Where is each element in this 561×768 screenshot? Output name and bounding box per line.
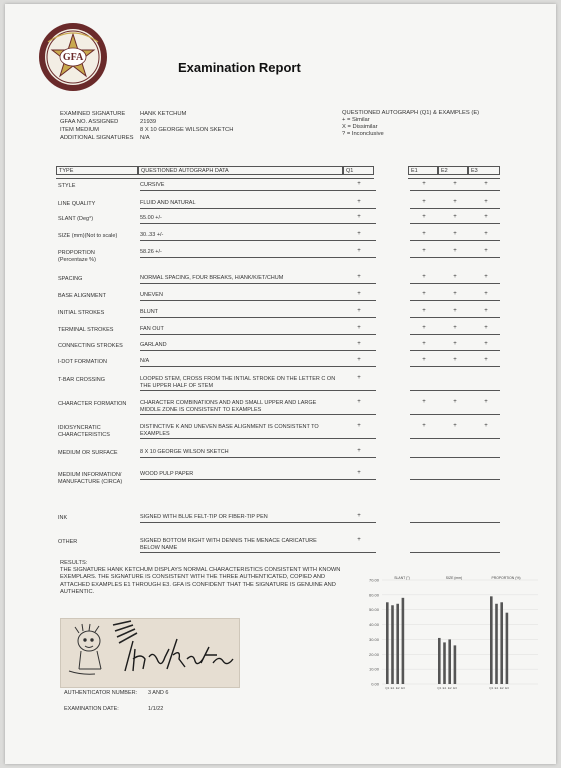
chart-ytick-label: 30.00	[368, 636, 379, 642]
e2-header: E2	[438, 166, 468, 175]
e1-header: E1	[408, 166, 438, 175]
example-mark: +	[453, 231, 457, 237]
criterion-rule	[140, 438, 376, 439]
criterion-label	[58, 377, 105, 384]
info-value: N/A	[140, 135, 150, 141]
criterion-value-line: N/A	[140, 358, 150, 364]
example-mark: +	[484, 274, 488, 280]
criterion-label	[58, 216, 93, 223]
example-mark: +	[453, 308, 457, 314]
criterion-value-line: BLUNT	[140, 309, 159, 315]
example-mark: +	[484, 291, 488, 297]
signature-exemplar-image	[60, 618, 240, 688]
criterion-rule	[140, 283, 376, 284]
example-rule	[410, 366, 500, 367]
criterion-label-line: BASE ALIGNMENT	[58, 293, 106, 299]
legend-line: + = Similar	[342, 117, 370, 123]
info-row	[60, 126, 233, 134]
criterion-value-line: 8 X 10 GEORGE WILSON SKETCH	[140, 449, 229, 455]
example-mark: +	[422, 341, 426, 347]
chart-category-label: Q1	[489, 686, 494, 690]
example-mark: +	[453, 181, 457, 187]
chart-bar	[454, 645, 457, 684]
info-label: ADDITIONAL SIGNATURES	[60, 135, 134, 141]
criterion-label	[58, 201, 95, 208]
example-mark: +	[484, 181, 488, 187]
header-rule	[56, 178, 374, 179]
example-rule	[410, 257, 500, 258]
results-line: AUTHENTIC.	[60, 588, 95, 595]
q1-header: Q1	[343, 166, 374, 175]
example-rule	[410, 438, 500, 439]
q1-mark: +	[357, 181, 361, 187]
example-rule	[410, 390, 500, 391]
criterion-value	[140, 538, 360, 551]
example-rule	[410, 334, 500, 335]
seal-lettering: GFA	[62, 52, 84, 63]
chart-ytick-label: 10.00	[368, 666, 379, 672]
criterion-label-line: MEDIUM INFORMATION/	[58, 472, 122, 478]
criterion-value	[140, 376, 360, 389]
example-mark: +	[484, 308, 488, 314]
criterion-label-line: OTHER	[58, 539, 78, 545]
results-line: EXEMPLARS. THE SIGNATURE IS CONSISTENT WITH THE THREE AUTHENTICATED, COPIED AND	[60, 574, 326, 581]
example-mark: +	[453, 291, 457, 297]
example-mark: +	[453, 274, 457, 280]
data-header: QUESTIONED AUTOGRAPH DATA	[138, 166, 343, 175]
criterion-value-line: 30..33 +/-	[140, 232, 164, 238]
criterion-label-line: SIZE (mm)(Not to scale)	[58, 233, 118, 239]
example-rule	[410, 317, 500, 318]
example-rule	[410, 240, 500, 241]
info-block	[60, 110, 233, 142]
example-rule	[410, 223, 500, 224]
criterion-value-line: BELOW NAME	[140, 544, 178, 551]
criterion-label	[58, 293, 106, 300]
example-rule	[410, 522, 500, 523]
criterion-label	[58, 515, 67, 522]
results-line: THE SIGNATURE HANK KETCHUM DISPLAYS NORMAL CHARACTERISTICS CONSISTENT WITH KNOWN	[60, 567, 341, 574]
criterion-rule	[140, 317, 376, 318]
example-mark: +	[453, 325, 457, 331]
example-mark: +	[453, 341, 457, 347]
criterion-label-line: CHARACTERISTICS	[58, 431, 110, 438]
chart-category-label: E1	[390, 686, 395, 690]
criterion-value	[140, 200, 360, 207]
criterion-value-line: CURSIVE	[140, 182, 165, 188]
criterion-rule	[140, 479, 376, 480]
example-rule	[410, 479, 500, 480]
date-label: EXAMINATION DATE:	[64, 706, 119, 712]
example-mark: +	[422, 248, 426, 254]
example-rule	[410, 457, 500, 458]
q1-mark: +	[357, 537, 361, 543]
criterion-value-line: EXAMPLES	[140, 430, 170, 437]
example-mark: +	[453, 423, 457, 429]
example-mark: +	[422, 357, 426, 363]
criterion-rule	[140, 300, 376, 301]
chart-bar	[506, 613, 509, 684]
chart-group-title: SLANT (°)	[394, 576, 410, 580]
criterion-value	[140, 215, 360, 222]
criterion-label-line: INK	[58, 515, 68, 521]
chart-group-title: SIZE (mm)	[445, 576, 463, 580]
criterion-label	[58, 233, 117, 240]
date-value: 1/1/22	[148, 706, 164, 712]
criterion-label	[58, 183, 75, 190]
q1-mark: +	[357, 513, 361, 519]
chart-bar	[495, 604, 498, 684]
example-mark: +	[484, 423, 488, 429]
auth-value: 3 AND 6	[148, 690, 169, 696]
criterion-value	[140, 249, 360, 256]
example-mark: +	[422, 199, 426, 205]
criterion-value	[140, 232, 360, 239]
example-mark: +	[484, 199, 488, 205]
criterion-value-line: LOOPED STEM, CROSS FROM THE INTIAL STROKE ON THE LETTER C ON	[140, 376, 336, 382]
criterion-value-line: GARLAND	[140, 342, 167, 348]
criterion-value-line: SIGNED BOTTOM RIGHT WITH DENNIS THE MENACE CARICATURE	[140, 538, 317, 544]
criterion-label-line: SLANT (Deg°)	[58, 216, 94, 222]
example-mark: +	[453, 248, 457, 254]
criterion-label-line: CONNECTING STROKES	[58, 343, 123, 349]
criterion-value	[140, 292, 360, 299]
example-mark: +	[422, 214, 426, 220]
criterion-rule	[140, 240, 376, 241]
criterion-label-line: CHARACTER FORMATION	[58, 401, 127, 407]
criterion-label	[58, 327, 113, 334]
e3-header: E3	[468, 166, 500, 175]
criterion-rule	[140, 208, 376, 209]
type-header: TYPE	[56, 166, 138, 175]
legend-heading: QUESTIONED AUTOGRAPH (Q1) & EXAMPLES (E)	[342, 110, 480, 116]
chart-ytick-label: 60.00	[368, 592, 379, 598]
legend-line: ? = Inconclusive	[342, 131, 384, 137]
criterion-value	[140, 471, 360, 478]
criterion-label	[58, 472, 122, 485]
q1-mark: +	[357, 470, 361, 476]
example-rule	[410, 300, 500, 301]
criterion-value-line: FLUID AND NATURAL	[140, 200, 196, 206]
chart-category-label: E3	[505, 686, 509, 690]
criterion-value-line: FAN OUT	[140, 326, 164, 332]
info-row	[60, 134, 233, 142]
example-mark: +	[422, 274, 426, 280]
criterion-value	[140, 400, 360, 413]
criterion-value-line: DISTINCTIVE K AND UNEVEN BASE ALIGNMENT IS CONSISTENT TO	[140, 424, 319, 430]
criterion-value-line: 55.00 +/-	[140, 215, 162, 221]
criterion-value-line: CHARACTER COMBINATIONS AND AND SMALL UPPER AND LARGE	[140, 400, 317, 406]
criterion-rule	[140, 257, 376, 258]
criterion-value-line: SIGNED WITH BLUE FELT-TIP OR FIBER-TIP PEN	[140, 514, 268, 520]
chart-ytick-label: 0.00	[371, 681, 379, 687]
example-mark: +	[484, 341, 488, 347]
info-value: 21939	[140, 119, 157, 125]
q1-mark: +	[357, 308, 361, 314]
criterion-label-line: PROPORTION	[58, 250, 95, 256]
q1-mark: +	[357, 357, 361, 363]
q1-mark: +	[357, 291, 361, 297]
info-label: GFAA NO. ASSIGNED	[60, 119, 119, 125]
info-label: ITEM MEDIUM	[60, 127, 99, 133]
criterion-label	[58, 276, 82, 283]
chart-bar	[500, 602, 503, 684]
chart-ytick-label: 50.00	[368, 607, 379, 613]
q1-mark: +	[357, 231, 361, 237]
criterion-rule	[140, 522, 376, 523]
criterion-label-line: LINE QUALITY	[58, 201, 96, 207]
chart-bar	[402, 598, 405, 684]
auth-label: AUTHENTICATOR NUMBER:	[64, 690, 138, 696]
criterion-value-line: 58.26 +/-	[140, 249, 162, 255]
criterion-label	[58, 539, 77, 546]
criterion-value	[140, 424, 360, 437]
criterion-label-line: IDIOSYNCRATIC	[58, 425, 101, 431]
example-mark: +	[422, 399, 426, 405]
example-mark: +	[484, 399, 488, 405]
criterion-value	[140, 449, 360, 456]
chart-category-label: E2	[447, 686, 452, 690]
q1-mark: +	[357, 399, 361, 405]
criterion-value-line: NORMAL SPACING, FOUR BREAKS, H/ANK/K/ET/CHUM	[140, 275, 284, 281]
criterion-value-line: WOOD PULP PAPER	[140, 471, 194, 477]
example-mark: +	[484, 214, 488, 220]
results-line: ATTACHED EXAMPLES E1 THROUGH E3. GFA IS CONFIDENT THAT THE SIGNATURE IS GENUINE AND	[60, 581, 336, 588]
info-row	[60, 110, 233, 118]
criterion-rule	[140, 334, 376, 335]
results-block	[60, 560, 360, 596]
info-label: EXAMINED SIGNATURE	[60, 111, 126, 117]
criterion-value	[140, 326, 360, 333]
page-title: Examination Report	[178, 60, 301, 75]
criterion-value-line: THE UPPER HALF OF STEM	[140, 382, 214, 389]
criterion-rule	[140, 414, 376, 415]
criterion-value	[140, 358, 360, 365]
example-rule	[410, 190, 500, 191]
chart-bar	[490, 596, 493, 684]
criterion-label-line: MEDIUM OR SURFACE	[58, 450, 118, 456]
q1-mark: +	[357, 214, 361, 220]
criterion-label	[58, 425, 110, 438]
criterion-value	[140, 275, 360, 282]
criterion-label-line: SPACING	[58, 276, 83, 282]
criterion-rule	[140, 457, 376, 458]
example-mark: +	[422, 291, 426, 297]
example-mark: +	[422, 325, 426, 331]
chart-category-label: Q1	[385, 686, 390, 690]
chart-category-label: E2	[499, 686, 504, 690]
criterion-value	[140, 182, 360, 189]
example-rule	[410, 414, 500, 415]
criterion-label	[58, 450, 118, 457]
chart-ytick-label: 70.00	[368, 577, 379, 583]
legend-block	[342, 110, 479, 138]
criterion-rule	[140, 223, 376, 224]
gfa-seal-logo	[38, 22, 108, 92]
example-rule	[410, 552, 500, 553]
chart-bar	[443, 642, 446, 684]
chart-bar	[386, 602, 389, 684]
q1-mark: +	[357, 375, 361, 381]
example-rule	[410, 283, 500, 284]
info-value: HANK KETCHUM	[140, 111, 187, 117]
criterion-value	[140, 514, 360, 521]
chart-category-label: E1	[442, 686, 447, 690]
example-mark: +	[453, 399, 457, 405]
measurement-chart	[360, 572, 540, 694]
chart-ytick-label: 20.00	[368, 651, 379, 657]
example-mark: +	[453, 214, 457, 220]
example-mark: +	[484, 231, 488, 237]
example-mark: +	[453, 357, 457, 363]
q1-mark: +	[357, 423, 361, 429]
q1-mark: +	[357, 325, 361, 331]
chart-category-label: E3	[453, 686, 457, 690]
criterion-rule	[140, 552, 376, 553]
measurement-chart-svg	[360, 572, 540, 694]
criterion-value	[140, 342, 360, 349]
results-heading: RESULTS:	[60, 560, 88, 566]
example-mark: +	[453, 199, 457, 205]
q1-mark: +	[357, 341, 361, 347]
criterion-label-line: STYLE	[58, 183, 76, 189]
legend-line: X = Dissimilar	[342, 124, 378, 130]
criterion-label-line: TERMINAL STROKES	[58, 327, 114, 333]
criterion-label	[58, 343, 123, 350]
criterion-rule	[140, 190, 376, 191]
info-value: 8 X 10 GEORGE WILSON SKETCH	[140, 127, 234, 133]
criterion-label-line: T-BAR CROSSING	[58, 377, 106, 383]
chart-bar	[391, 605, 394, 684]
q1-mark: +	[357, 274, 361, 280]
criterion-label	[58, 401, 126, 408]
example-mark: +	[422, 231, 426, 237]
criterion-value	[140, 309, 360, 316]
info-row	[60, 118, 233, 126]
chart-bar	[396, 604, 399, 684]
example-mark: +	[422, 308, 426, 314]
criterion-label-line: INITIAL STROKES	[58, 310, 105, 316]
example-mark: +	[484, 325, 488, 331]
criterion-rule	[140, 366, 376, 367]
q1-mark: +	[357, 448, 361, 454]
criterion-label	[58, 359, 107, 366]
example-rule	[410, 350, 500, 351]
criterion-label-line: MANUFACTURE (CIRCA)	[58, 478, 123, 485]
criterion-label	[58, 250, 96, 263]
chart-bar	[448, 639, 451, 684]
chart-category-label: Q1	[437, 686, 442, 690]
example-rule	[410, 208, 500, 209]
criterion-label-line: I-DOT FORMATION	[58, 359, 107, 365]
header-rule	[408, 178, 500, 179]
example-mark: +	[422, 423, 426, 429]
criterion-rule	[140, 350, 376, 351]
criterion-value-line: MIDDLE ZONE IS CONSISTENT TO EXAMPLES	[140, 406, 262, 413]
criterion-rule	[140, 390, 376, 391]
example-mark: +	[484, 357, 488, 363]
chart-category-label: E3	[401, 686, 405, 690]
criterion-value-line: UNEVEN	[140, 292, 163, 298]
example-mark: +	[484, 248, 488, 254]
chart-group-title: PROPORTION (%)	[491, 576, 521, 580]
chart-category-label: E2	[395, 686, 400, 690]
chart-ytick-label: 40.00	[368, 622, 379, 628]
criterion-label-line: (Percentaze %)	[58, 256, 96, 263]
criterion-label	[58, 310, 104, 317]
q1-mark: +	[357, 248, 361, 254]
chart-category-label: E1	[494, 686, 499, 690]
q1-mark: +	[357, 199, 361, 205]
example-mark: +	[422, 181, 426, 187]
chart-bar	[438, 638, 441, 684]
